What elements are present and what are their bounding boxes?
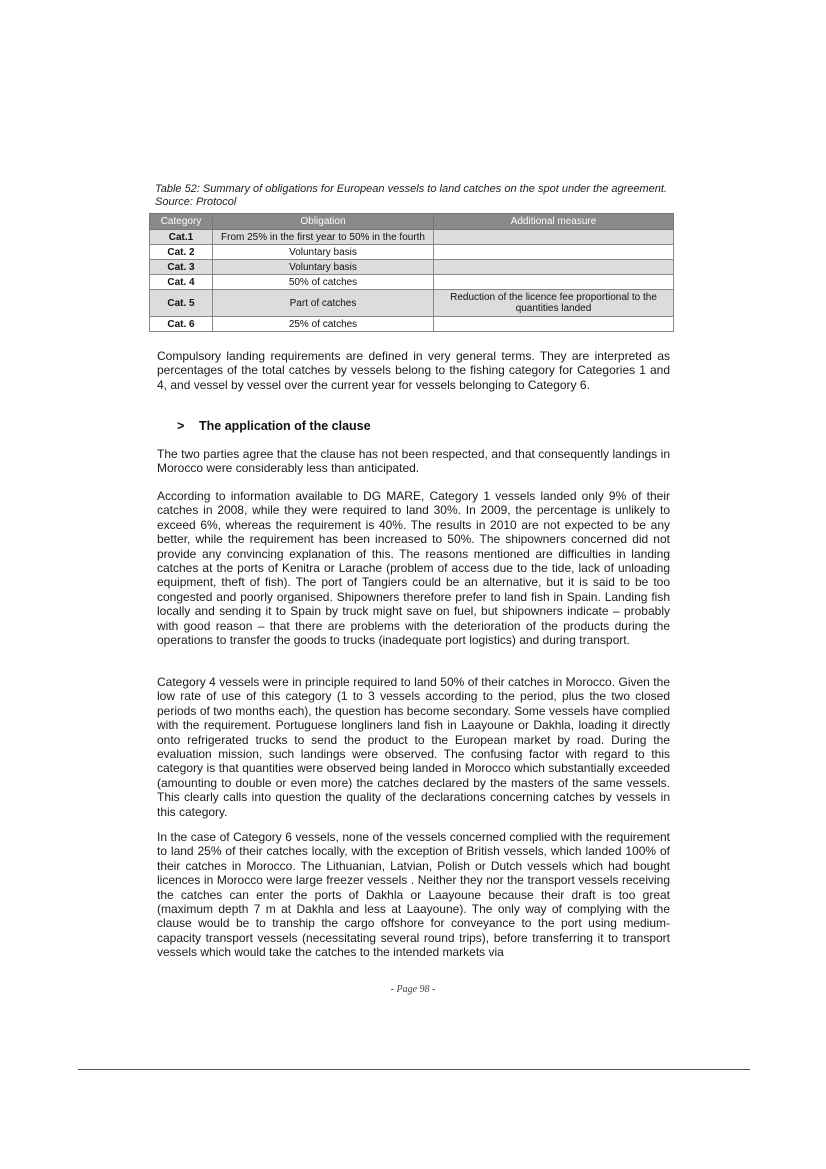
cell-measure [434, 260, 674, 275]
cell-obligation: 50% of catches [213, 275, 434, 290]
header-category: Category [150, 214, 213, 230]
cell-measure [434, 275, 674, 290]
cell-obligation: Part of catches [213, 290, 434, 317]
cell-category: Cat. 6 [150, 317, 213, 332]
cell-obligation: 25% of catches [213, 317, 434, 332]
cell-measure: Reduction of the licence fee proportional to the quantities landed [434, 290, 674, 317]
obligations-table [149, 213, 674, 332]
cell-category: Cat. 5 [150, 290, 213, 317]
paragraph-category-1: According to information available to DG MARE, Category 1 vessels landed only 9% of their catches in 2008, while they were required to land 30%. In 2009, the percentage is unlikely to exceed 6%, whereas the requirement is 40%. The results in 2010 are not expected to be any better, while the requirement has been increased to 50%. The shipowners concerned did not provide any convincing explanation of this. The reasons mentioned are difficulties in landing catches at the ports of Kenitra or Larache (problem of access due to the tide, lack of unloading equipment, theft of fish). The port of Tangiers could be an alternative, but it is said to be too congested and poorly organised. Shipowners therefore prefer to land fish in Spain. Landing fish locally and sending it to Spain by truck might save on fuel, but shipowners indicate – probably with good reason – that there are problems with the deterioration of the products during the operations to transfer the goods to trucks (inadequate port logistics) and during transport. [157, 489, 670, 648]
table-row [150, 275, 674, 290]
cell-category: Cat. 3 [150, 260, 213, 275]
table-row [150, 245, 674, 260]
cell-obligation: From 25% in the first year to 50% in the fourth [213, 230, 434, 245]
cell-category: Cat. 2 [150, 245, 213, 260]
chevron-right-icon: > [177, 419, 185, 433]
table-row [150, 230, 674, 245]
cell-category: Cat.1 [150, 230, 213, 245]
footer-divider [78, 1069, 750, 1070]
table-row [150, 290, 674, 317]
cell-measure [434, 245, 674, 260]
cell-category: Cat. 4 [150, 275, 213, 290]
cell-measure [434, 230, 674, 245]
paragraph-category-4: Category 4 vessels were in principle required to land 50% of their catches in Morocco. Given the low rate of use of this category (1 to 3 vessels according to the period, plus the two closed periods of two months each), the question has become secondary. Some vessels have complied with the requirement. Portuguese longliners land fish in Laayoune or Dakhla, loading it directly onto refrigerated trucks to send the product to the European market by road. During the evaluation mission, such landings were observed. The confusing factor with regard to this category is that quantities were observed being landed in Morocco which substantially exceeded (amounting to double or even more) the catches declared by the masters of the same vessels. This clearly calls into question the quality of the declarations concerning catches by vessels in this category. [157, 675, 670, 819]
table-row [150, 317, 674, 332]
page-number: - Page 98 - [390, 984, 436, 995]
paragraph-category-6: In the case of Category 6 vessels, none of the vessels concerned complied with the requirement to land 25% of their catches locally, with the exception of British vessels, which landed 100% of their catches in Morocco. The Lithuanian, Latvian, Polish or Dutch vessels which had bought licences in Morocco were large freezer vessels . Neither they nor the transport vessels receiving the catches can enter the ports of Dakhla or Laayoune because their draft is too great (maximum depth 7 m at Dakhla and less at Laayoune). The only way of complying with the clause would be to tranship the cargo offshore for conveyance to the port using medium-capacity transport vessels (necessitating several round trips), before transferring it to transport vessels which would take the catches to the intended markets via [157, 830, 670, 960]
cell-measure [434, 317, 674, 332]
table-row [150, 260, 674, 275]
section-heading [177, 419, 371, 433]
header-additional-measure: Additional measure [434, 214, 674, 230]
cell-obligation: Voluntary basis [213, 260, 434, 275]
section-heading-text: The application of the clause [199, 419, 371, 433]
header-obligation: Obligation [213, 214, 434, 230]
table-caption: Table 52: Summary of obligations for European vessels to land catches on the spot under the agreement. Source: Protocol [155, 183, 668, 208]
paragraph-parties-agree: The two parties agree that the clause has not been respected, and that consequently landings in Morocco were considerably less than anticipated. [157, 447, 670, 476]
cell-obligation: Voluntary basis [213, 245, 434, 260]
paragraph-landing-requirements: Compulsory landing requirements are defined in very general terms. They are interpreted as percentages of the total catches by vessels belong to the fishing category for Categories 1 and 4, and vessel by vessel over the current year for vessels belonging to Category 6. [157, 349, 670, 392]
table-header-row [150, 214, 674, 230]
